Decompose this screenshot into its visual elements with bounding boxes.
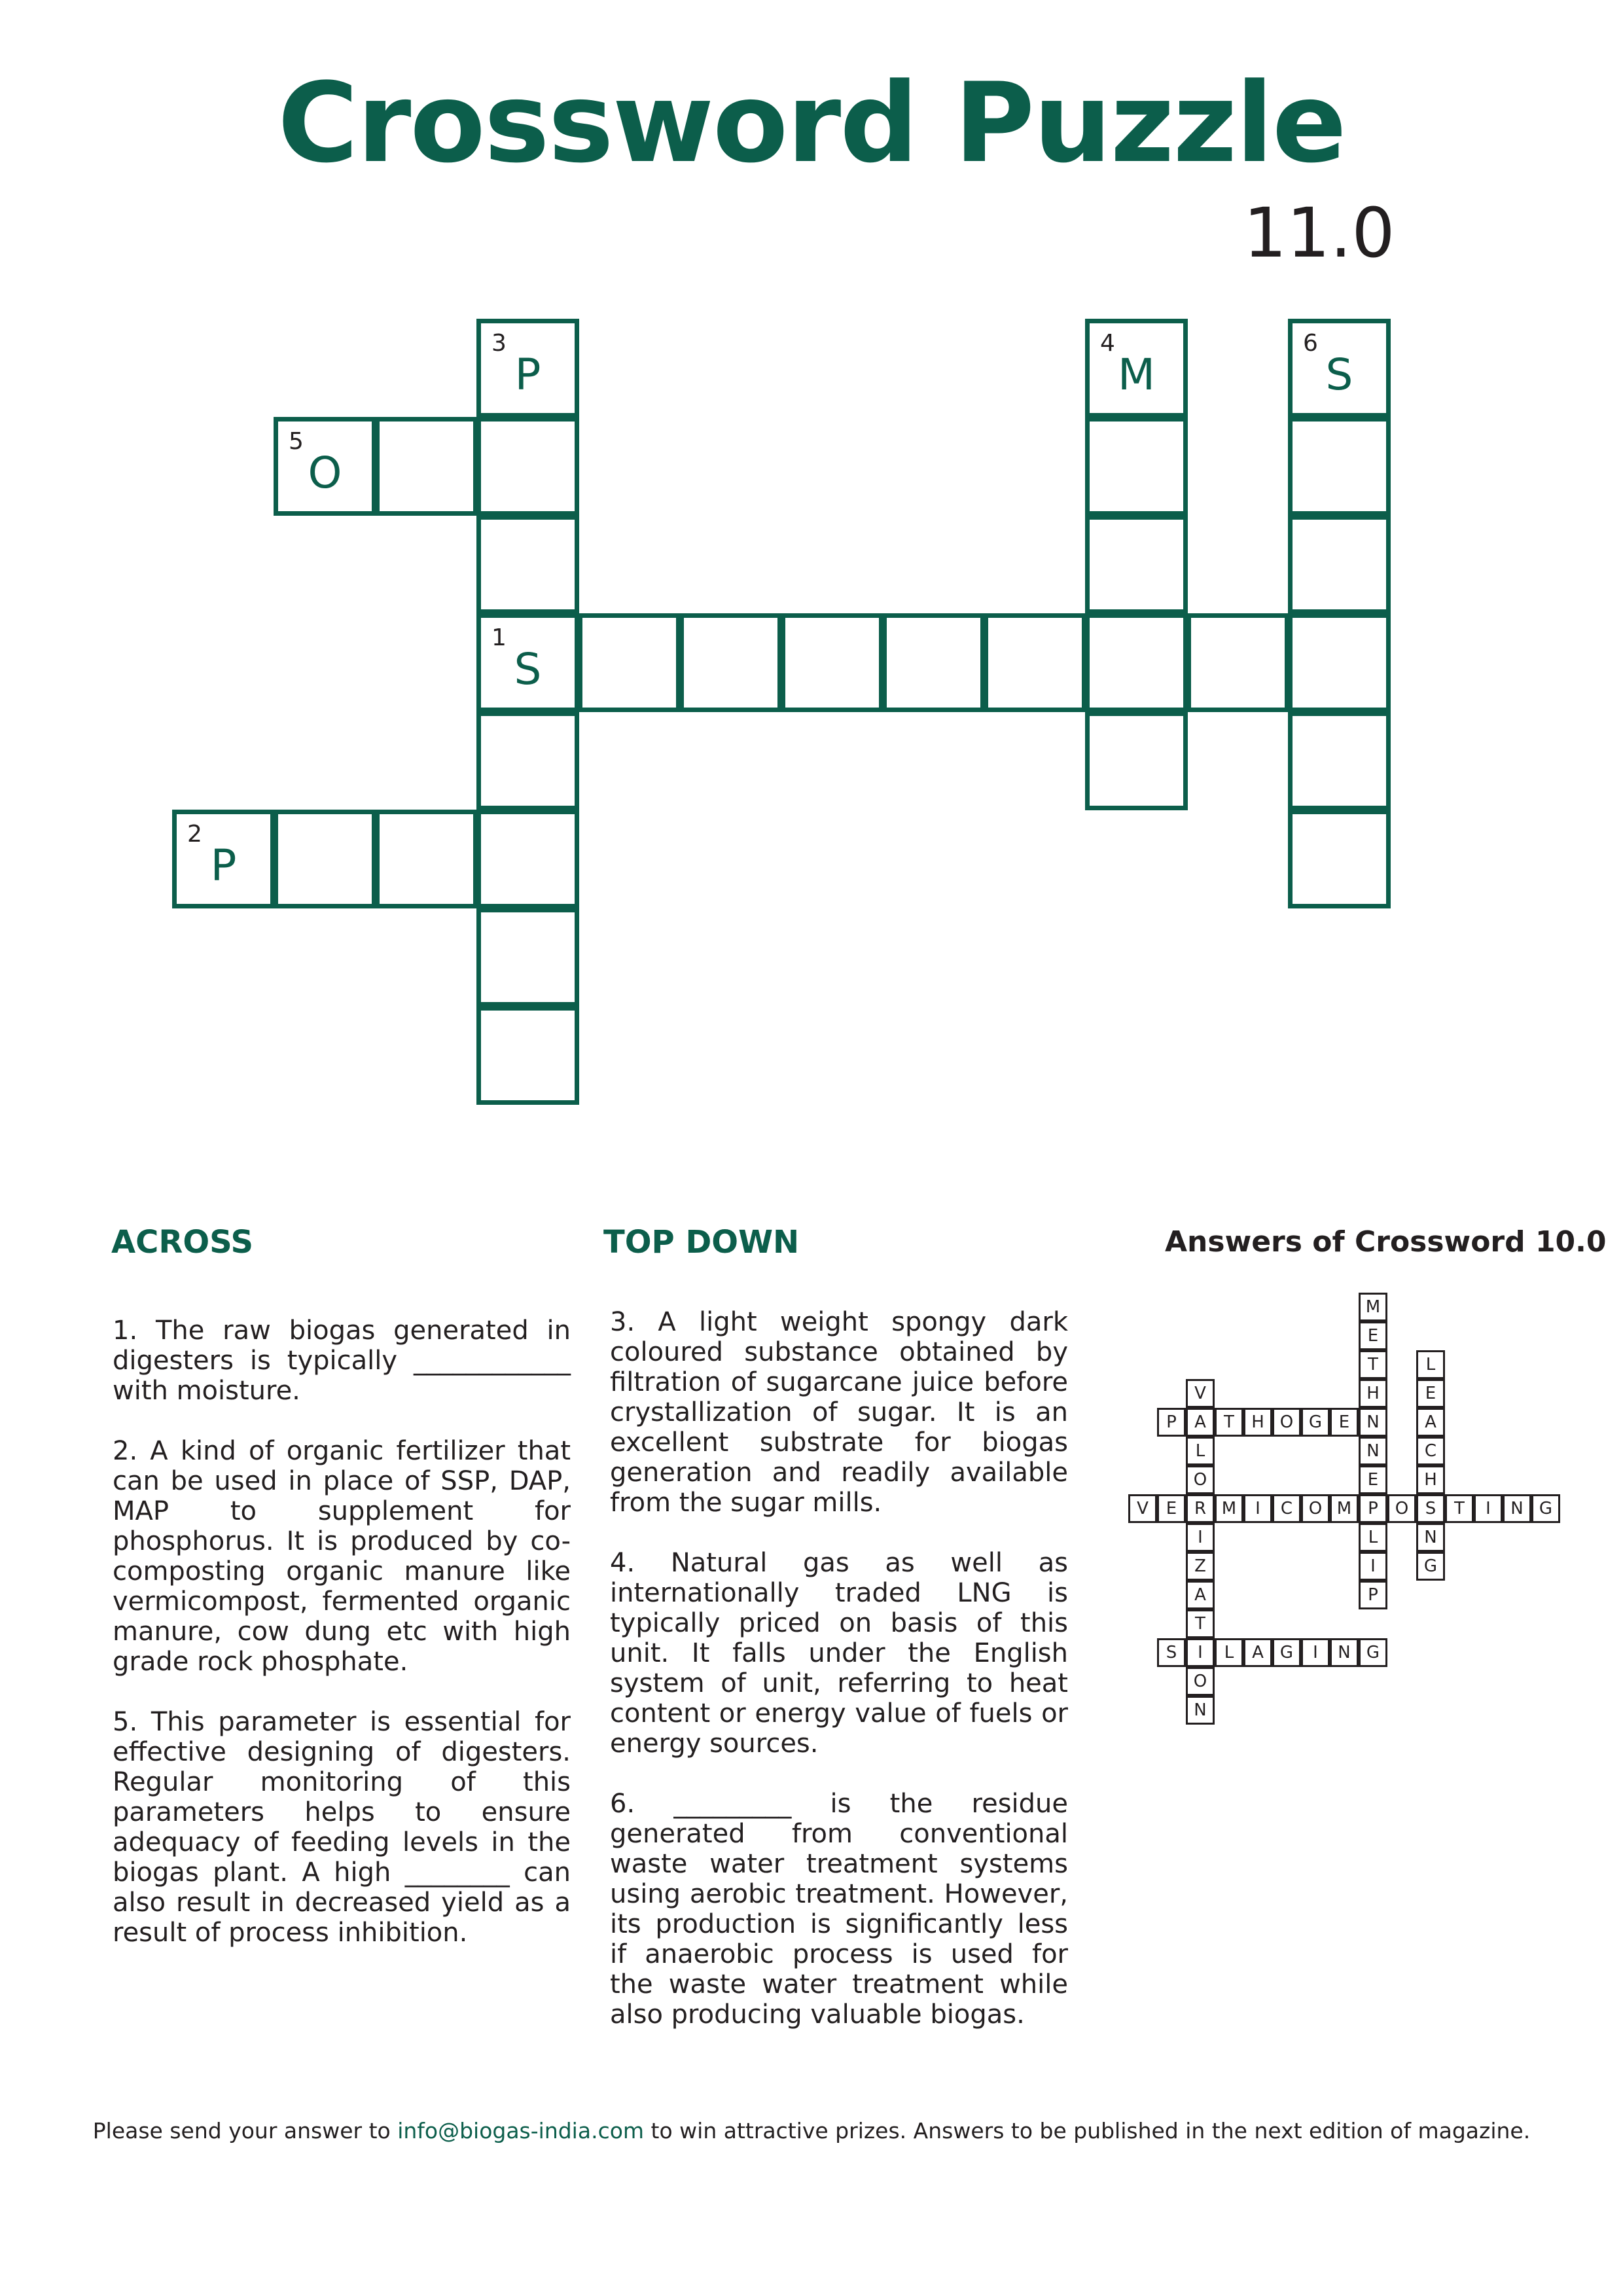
clue-number: 5 [289,428,304,455]
answer-cell: N [1186,1696,1215,1725]
grid-cell[interactable] [476,319,579,418]
grid-cell[interactable] [476,1006,579,1105]
answer-cell: N [1359,1408,1387,1437]
answer-cell: S [1157,1638,1186,1667]
answer-cell: A [1186,1408,1215,1437]
grid-cell[interactable] [375,417,478,516]
grid-cell[interactable] [476,810,579,908]
clue-number: 2 [187,821,202,848]
answer-cell: T [1215,1408,1243,1437]
edition-number: 11.0 [1243,193,1395,273]
answer-cell: G [1272,1638,1301,1667]
across-clue-2: 2. A kind of organic fertilizer that can be used in place of SSP, DAP, MAP to supplement for phosphorus. It is produced by co-composting organic manure like vermicompost, fermented organic manure, cow dung etc with high grade rock phosphate. [113,1436,571,1677]
answer-cell: N [1330,1638,1359,1667]
answer-cell: E [1157,1494,1186,1523]
starting-letter: M [1118,350,1155,400]
grid-cell[interactable] [1186,613,1289,712]
answer-cell: I [1359,1552,1387,1581]
answer-cell: N [1359,1437,1387,1465]
grid-cell[interactable] [1288,613,1391,712]
clue-number: 1 [491,624,507,651]
grid-cell[interactable] [1085,613,1188,712]
answer-cell: E [1416,1379,1445,1408]
starting-letter: P [514,350,541,400]
down-clue-6: 6. _________ is the residue generated from conventional waste water treatment systems using aerobic treatment. However, its production is significantly less if anaerobic process is used for the waste water treatment while also producing valuable biogas. [610,1789,1068,2030]
answer-cell: H [1243,1408,1272,1437]
grid-cell[interactable] [476,711,579,810]
answer-cell: I [1186,1638,1215,1667]
answer-cell: G [1301,1408,1330,1437]
grid-cell[interactable] [274,417,376,516]
answer-cell: E [1359,1321,1387,1350]
answer-cell: G [1359,1638,1387,1667]
answer-cell: R [1186,1494,1215,1523]
answer-cell: M [1215,1494,1243,1523]
grid-cell[interactable] [172,810,275,908]
footer-email[interactable]: info@biogas-india.com [397,2118,645,2144]
answer-cell: A [1416,1408,1445,1437]
previous-answers-heading: Answers of Crossword 10.0 [1165,1225,1607,1259]
answer-cell: S [1416,1494,1445,1523]
across-clue-1: 1. The raw biogas generated in digesters is typically ____________ with moisture. [113,1316,571,1406]
answer-cell: P [1359,1494,1387,1523]
answer-cell: I [1186,1523,1215,1552]
answer-cell: C [1272,1494,1301,1523]
grid-cell[interactable] [476,417,579,516]
answer-cell: T [1445,1494,1474,1523]
clue-number: 4 [1100,330,1115,357]
answer-cell: V [1128,1494,1157,1523]
grid-cell[interactable] [476,613,579,712]
grid-cell[interactable] [1288,515,1391,614]
answer-cell: O [1272,1408,1301,1437]
footer-suffix: to win attractive prizes. Answers to be published in the next edition of magazine. [644,2118,1531,2144]
answer-cell: M [1330,1494,1359,1523]
answer-cell: P [1157,1408,1186,1437]
answer-cell: T [1186,1609,1215,1638]
grid-cell[interactable] [375,810,478,908]
answer-cell: E [1359,1465,1387,1494]
down-clues [610,1307,1068,2060]
answer-cell: I [1301,1638,1330,1667]
answer-cell: C [1416,1437,1445,1465]
down-clue-3: 3. A light weight spongy dark coloured substance obtained by filtration of sugarcane juice before crystallization of sugar. It is an excellent substrate for biogas generation and readily available from the sugar mills. [610,1307,1068,1518]
grid-cell[interactable] [882,613,985,712]
answer-cell: G [1531,1494,1560,1523]
grid-cell[interactable] [1288,417,1391,516]
grid-cell[interactable] [984,613,1086,712]
grid-cell[interactable] [1085,711,1188,810]
grid-cell[interactable] [1085,417,1188,516]
answer-cell: L [1186,1437,1215,1465]
clue-number: 6 [1303,330,1318,357]
answer-cell: V [1186,1379,1215,1408]
footer-prefix: Please send your answer to [92,2118,398,2144]
answer-cell: O [1186,1465,1215,1494]
starting-letter: S [514,644,542,694]
answer-cell: E [1330,1408,1359,1437]
grid-cell[interactable] [274,810,376,908]
answer-cell: Z [1186,1552,1215,1581]
down-heading: TOP DOWN [603,1224,800,1261]
answer-cell: M [1359,1293,1387,1321]
answer-cell: P [1359,1581,1387,1609]
down-clue-4: 4. Natural gas as well as internationally traded LNG is typically priced on basis of this unit. It falls under the English system of unit, referring to heat content or energy value of fuels or energy sources. [610,1548,1068,1759]
answer-cell: I [1243,1494,1272,1523]
answer-cell: O [1186,1667,1215,1696]
grid-cell[interactable] [679,613,782,712]
answer-cell: N [1503,1494,1531,1523]
answer-cell: H [1416,1465,1445,1494]
answer-cell: H [1359,1379,1387,1408]
answer-cell: T [1359,1350,1387,1379]
answer-cell: I [1474,1494,1503,1523]
clue-number: 3 [491,330,507,357]
answer-cell: A [1243,1638,1272,1667]
page-title: Crossword Puzzle [277,59,1346,187]
grid-cell[interactable] [476,515,579,614]
grid-cell[interactable] [1085,515,1188,614]
answer-cell: O [1301,1494,1330,1523]
grid-cell[interactable] [1288,810,1391,908]
answer-cell: L [1215,1638,1243,1667]
grid-cell[interactable] [1288,319,1391,418]
grid-cell[interactable] [1288,711,1391,810]
across-clue-5: 5. This parameter is essential for effective designing of digesters. Regular monitoring of this parameters helps to ensure adequacy of feeding levels in the biogas plant. A high ________ can also result in decreased yield as a result of process inhibition. [113,1707,571,1948]
grid-cell[interactable] [476,908,579,1007]
answer-cell: A [1186,1581,1215,1609]
across-clues [113,1316,571,1978]
grid-cell[interactable] [1085,319,1188,418]
starting-letter: S [1325,350,1353,400]
grid-cell[interactable] [781,613,883,712]
answer-cell: N [1416,1523,1445,1552]
grid-cell[interactable] [578,613,681,712]
footer-note [0,2118,1623,2144]
answer-cell: O [1387,1494,1416,1523]
starting-letter: O [308,448,342,498]
answer-cell: L [1359,1523,1387,1552]
answer-cell: G [1416,1552,1445,1581]
starting-letter: P [210,840,237,891]
answer-cell: L [1416,1350,1445,1379]
across-heading: ACROSS [111,1224,254,1261]
